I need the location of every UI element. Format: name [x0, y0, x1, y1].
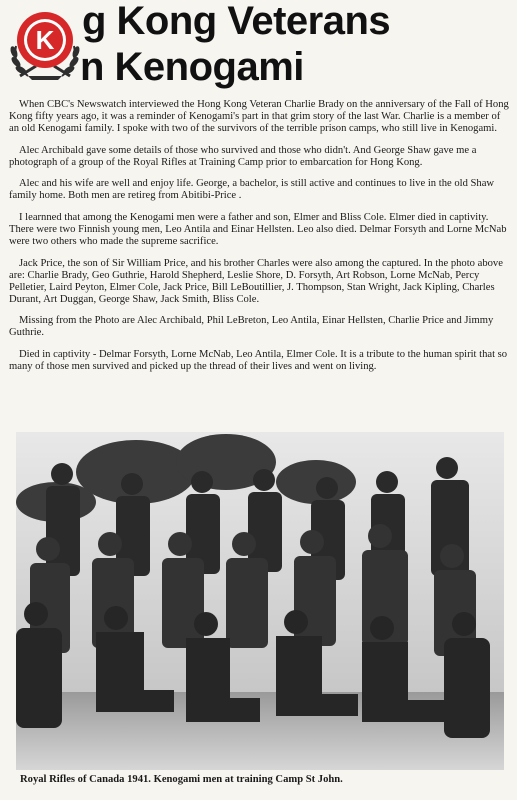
k-logo-icon	[6, 6, 84, 82]
photo-caption: Royal Rifles of Canada 1941. Kenogami men at training Camp St John.	[20, 774, 343, 785]
paragraph-1: When CBC's Newswatch interviewed the Hong Kong Veteran Charlie Brady on the anniversary of the Fall of Hong Kong fifty years ago, it was a reminder of Kenogami's part in that grim story of the last War. Charlie is a member of an old Kenogami family. I spoke with two of the survivors of the terrible prison camps, who still live in Kenogami.	[9, 99, 509, 135]
headline-line-1: g Kong Veterans	[82, 0, 391, 43]
paragraph-3: Alec and his wife are well and enjoy life. George, a bachelor, is still active and continues to live in the old Shaw family home. Both men are retireg from Abitibi-Price .	[9, 178, 495, 202]
headline-line-2: n Kenogami	[80, 45, 304, 89]
paragraph-7: Died in captivity - Delmar Forsyth, Lorne McNab, Leo Antila, Elmer Cole. It is a tribute to the human spirit that so many of those men survived and picked up the thread of their lives and went on living.	[9, 348, 508, 372]
article-body	[9, 99, 509, 382]
logo-letter: K	[35, 25, 55, 55]
group-photo-soldiers	[16, 432, 504, 770]
headline	[80, 0, 510, 90]
paragraph-2: Alec Archibald gave some details of those who survived and those who didn't. And George Shaw gave me a photograph of a group of the Royal Rifles at Training Camp prior to embarcation for Hong Kong.	[9, 144, 477, 168]
paragraph-6: Missing from the Photo are Alec Archibald, Phil LeBreton, Leo Antila, Einar Hellsten, Charlie Price and Jimmy Guthrie.	[9, 315, 494, 339]
paragraph-5: Jack Price, the son of Sir William Price, and his brother Charles were also among the captured. In the photo above are: Charlie Brady, Geo Guthrie, Harold Shepherd, Leslie Shore, D. Forsyth, Art Robson, Lorne McNab, Percy Pelletier, Laird Peyton, Elmer Cole, Jack Price, Bill LeBoutillier, J. Thompson, Stan Wright, Jack Kipling, Charles Durant, Art Duggan, George Shaw, Jack Smith, Bliss Cole.	[9, 257, 503, 305]
paragraph-4: I learnned that among the Kenogami men were a father and son, Elmer and Bliss Cole. Elmer died in captivity. There were two Finnish young men, Leo Antila and Einar Hellsten. Leo also died. Delmar Forsyth and Lorne McNab were two others who made the supreme sacrifice.	[9, 211, 507, 248]
